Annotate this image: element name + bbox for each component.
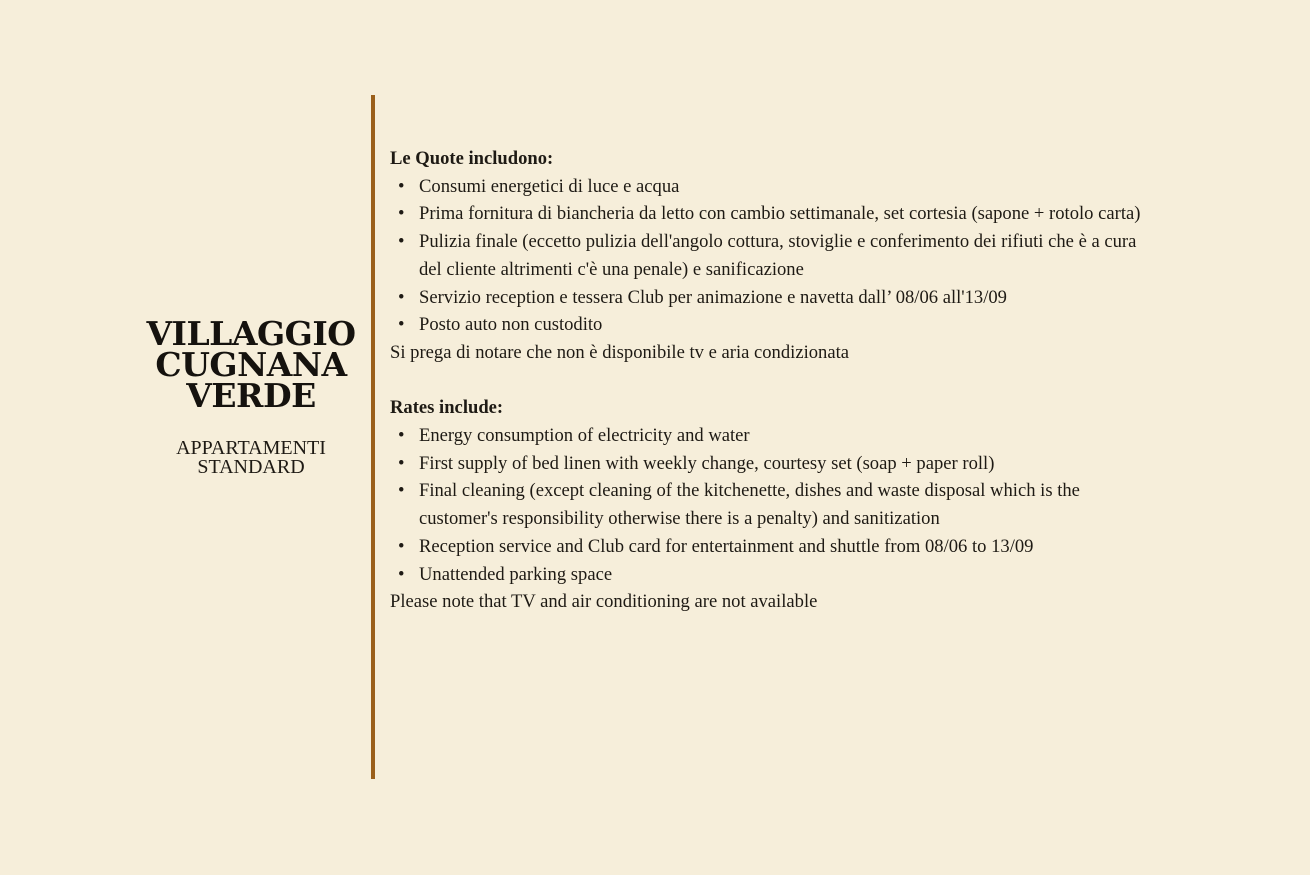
- bullet-icon: •: [398, 535, 405, 557]
- bullet-icon: •: [398, 563, 405, 585]
- italian-note: Si prega di notare che non è disponibile tv e aria condizionata: [390, 341, 850, 363]
- list-item: [390, 450, 1149, 478]
- bullet-icon: •: [398, 286, 405, 308]
- list-item-text: Energy consumption of electricity and water: [419, 425, 750, 447]
- title-line-3: VERDE: [186, 376, 316, 415]
- vertical-divider: [371, 95, 375, 779]
- list-item-text: Pulizia finale (eccetto pulizia dell'angolo cottura, stoviglie e conferimento dei rifiuti che è a cura del cliente altrimenti c'è una penale) e sanificazione: [419, 231, 1137, 280]
- subtitle-line-1: APPARTAMENTI: [176, 437, 326, 459]
- list-item: [390, 200, 1149, 228]
- list-item-text: Unattended parking space: [419, 563, 613, 585]
- list-item-text: First supply of bed linen with weekly change, courtesy set (soap + paper roll): [419, 452, 995, 474]
- english-list: [390, 422, 1190, 588]
- list-item: [390, 533, 1149, 561]
- title-line-1: VILLAGGIO: [146, 314, 356, 353]
- section-gap: [390, 367, 1190, 395]
- bullet-icon: •: [398, 452, 405, 474]
- list-item: [390, 228, 1149, 283]
- italian-list: [390, 173, 1190, 339]
- list-item-text: Reception service and Club card for entertainment and shuttle from 08/06 to 13/09: [419, 535, 1034, 557]
- list-item-text: Consumi energetici di luce e acqua: [419, 175, 680, 197]
- english-note: Please note that TV and air conditioning are not available: [390, 591, 818, 613]
- list-item: [390, 477, 1149, 532]
- english-section: [390, 394, 1190, 616]
- subtitle-line-2: STANDARD: [197, 456, 305, 478]
- list-item-text: Posto auto non custodito: [419, 314, 603, 336]
- italian-heading: Le Quote includono:: [390, 148, 554, 169]
- bullet-icon: •: [398, 480, 405, 502]
- bullet-icon: •: [398, 314, 405, 336]
- english-heading: Rates include:: [390, 397, 504, 419]
- title-line-2: CUGNANA: [155, 345, 347, 384]
- bullet-icon: •: [398, 175, 405, 197]
- title-block: [120, 314, 382, 478]
- bullet-icon: •: [398, 203, 405, 225]
- bullet-icon: •: [398, 425, 405, 447]
- list-item: [390, 561, 1149, 589]
- bullet-icon: •: [398, 231, 405, 253]
- list-item-text: Final cleaning (except cleaning of the kitchenette, dishes and waste disposal which is the customer's responsibility otherwise there is a penalty) and sanitization: [419, 480, 1080, 530]
- list-item: [390, 284, 1149, 312]
- subtitle: [120, 439, 382, 477]
- italian-section: [390, 145, 1190, 367]
- list-item-text: Servizio reception e tessera Club per animazione e navetta dall’ 08/06 all'13/09: [419, 286, 1007, 308]
- list-item: [390, 311, 1149, 339]
- list-item: [390, 173, 1149, 201]
- content-column: [390, 145, 1190, 616]
- list-item-text: Prima fornitura di biancheria da letto con cambio settimanale, set cortesia (sapone + rotolo carta): [419, 203, 1141, 225]
- list-item: [390, 422, 1149, 450]
